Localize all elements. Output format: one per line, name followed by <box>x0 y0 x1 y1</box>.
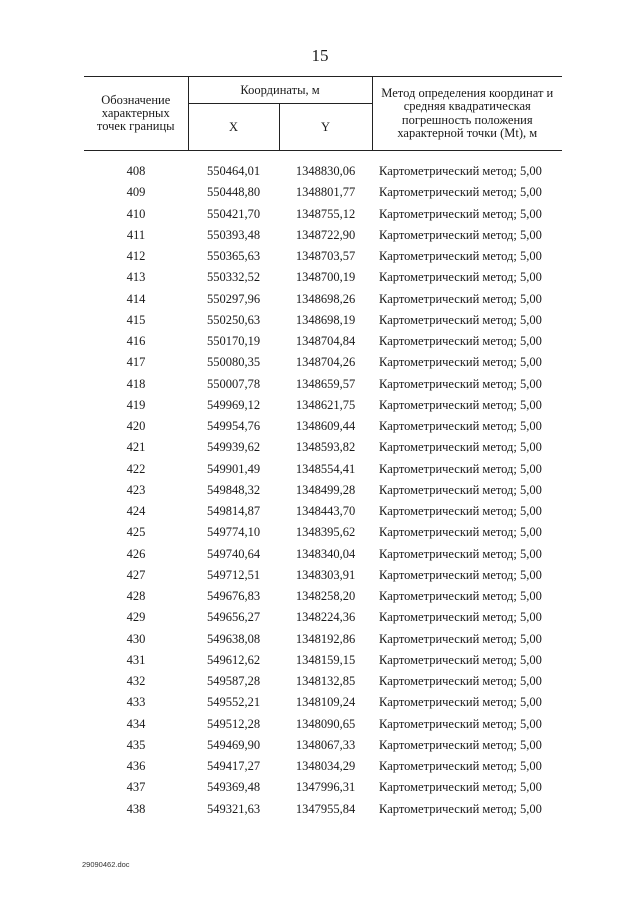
cell-point: 416 <box>126 334 146 349</box>
cell-point: 415 <box>126 312 146 327</box>
cell-point: 437 <box>126 780 146 795</box>
cell-y: 1348704,26 <box>295 355 356 370</box>
table-row <box>84 331 562 352</box>
cell-method: Картометрический метод; 5,00 <box>379 419 542 434</box>
table-row <box>84 374 562 395</box>
cell-method: Картометрический метод; 5,00 <box>379 589 542 604</box>
cell-point: 432 <box>126 674 146 689</box>
table-row <box>84 267 562 288</box>
cell-y: 1348722,90 <box>295 227 356 242</box>
cell-method: Картометрический метод; 5,00 <box>379 334 542 349</box>
cell-method: Картометрический метод; 5,00 <box>379 249 542 264</box>
cell-point: 428 <box>126 589 146 604</box>
table-row <box>84 289 562 310</box>
cell-method: Картометрический метод; 5,00 <box>379 164 542 179</box>
table-row <box>84 310 562 331</box>
cell-y: 1348659,57 <box>295 376 356 391</box>
cell-y: 1348224,36 <box>295 610 356 625</box>
cell-x: 550448,80 <box>206 185 261 200</box>
cell-x: 550332,52 <box>206 270 261 285</box>
table-row <box>84 799 562 820</box>
cell-x: 549417,27 <box>206 759 261 774</box>
cell-x: 549612,62 <box>206 652 261 667</box>
table-row <box>84 437 562 458</box>
cell-x: 550080,35 <box>206 355 261 370</box>
table-row <box>84 416 562 437</box>
cell-method: Картометрический метод; 5,00 <box>379 185 542 200</box>
cell-x: 549587,28 <box>206 674 261 689</box>
cell-method: Картометрический метод; 5,00 <box>379 525 542 540</box>
table-row <box>84 629 562 650</box>
cell-method: Картометрический метод; 5,00 <box>379 674 542 689</box>
header-y: Y <box>279 104 372 151</box>
cell-point: 436 <box>126 759 146 774</box>
cell-method: Картометрический метод; 5,00 <box>379 546 542 561</box>
cell-method: Картометрический метод; 5,00 <box>379 206 542 221</box>
table-row <box>84 151 562 183</box>
cell-y: 1348192,86 <box>295 631 356 646</box>
cell-point: 410 <box>126 206 146 221</box>
cell-y: 1348609,44 <box>295 419 356 434</box>
table-row <box>84 225 562 246</box>
cell-y: 1348132,85 <box>295 674 356 689</box>
cell-x: 549712,51 <box>206 567 261 582</box>
table-body <box>84 151 562 820</box>
cell-x: 549954,76 <box>206 419 261 434</box>
cell-y: 1348554,41 <box>295 461 356 476</box>
cell-x: 550365,63 <box>206 249 261 264</box>
cell-point: 408 <box>126 164 146 179</box>
page-number: 15 <box>311 46 329 65</box>
table-row <box>84 204 562 225</box>
cell-y: 1347955,84 <box>295 801 356 816</box>
table-row <box>84 714 562 735</box>
cell-y: 1348703,57 <box>295 249 356 264</box>
table-row <box>84 459 562 480</box>
header-coordinates-group: Координаты, м <box>188 77 372 104</box>
cell-point: 413 <box>126 270 146 285</box>
cell-x: 550464,01 <box>206 164 261 179</box>
table-row <box>84 692 562 713</box>
cell-y: 1348395,62 <box>295 525 356 540</box>
header-x: X <box>188 104 279 151</box>
cell-method: Картометрический метод; 5,00 <box>379 504 542 519</box>
cell-method: Картометрический метод; 5,00 <box>379 440 542 455</box>
cell-method: Картометрический метод; 5,00 <box>379 695 542 710</box>
cell-point: 425 <box>126 525 146 540</box>
cell-point: 426 <box>126 546 146 561</box>
cell-x: 549848,32 <box>206 482 261 497</box>
cell-method: Картометрический метод; 5,00 <box>379 291 542 306</box>
header-point-designation: Обозначение характерных точек границы <box>96 93 175 133</box>
cell-x: 550007,78 <box>206 376 261 391</box>
cell-x: 549321,63 <box>206 801 261 816</box>
table-row <box>84 501 562 522</box>
table-row <box>84 671 562 692</box>
cell-y: 1348698,19 <box>295 312 356 327</box>
cell-y: 1348340,04 <box>295 546 356 561</box>
cell-method: Картометрический метод; 5,00 <box>379 376 542 391</box>
cell-y: 1348303,91 <box>295 567 356 582</box>
cell-y: 1348090,65 <box>295 716 356 731</box>
cell-point: 433 <box>126 695 146 710</box>
cell-method: Картометрический метод; 5,00 <box>379 780 542 795</box>
cell-point: 423 <box>126 482 146 497</box>
cell-method: Картометрический метод; 5,00 <box>379 355 542 370</box>
cell-x: 549676,83 <box>206 589 261 604</box>
cell-method: Картометрический метод; 5,00 <box>379 227 542 242</box>
cell-method: Картометрический метод; 5,00 <box>379 652 542 667</box>
cell-x: 549638,08 <box>206 631 261 646</box>
cell-y: 1348700,19 <box>295 270 356 285</box>
cell-method: Картометрический метод; 5,00 <box>379 397 542 412</box>
cell-x: 549369,48 <box>206 780 261 795</box>
cell-y: 1348109,24 <box>295 695 356 710</box>
cell-x: 550421,70 <box>206 206 261 221</box>
cell-y: 1348258,20 <box>295 589 356 604</box>
cell-y: 1347996,31 <box>295 780 356 795</box>
cell-x: 549774,10 <box>206 525 261 540</box>
table-row <box>84 522 562 543</box>
cell-y: 1348034,29 <box>295 759 356 774</box>
cell-y: 1348801,77 <box>295 185 356 200</box>
table-row <box>84 607 562 628</box>
cell-point: 438 <box>126 801 146 816</box>
cell-y: 1348621,75 <box>295 397 356 412</box>
cell-point: 417 <box>126 355 146 370</box>
cell-y: 1348830,06 <box>295 164 356 179</box>
cell-x: 549814,87 <box>206 504 261 519</box>
cell-point: 427 <box>126 567 146 582</box>
cell-point: 420 <box>126 419 146 434</box>
cell-method: Картометрический метод; 5,00 <box>379 610 542 625</box>
cell-y: 1348698,26 <box>295 291 356 306</box>
table-row <box>84 777 562 798</box>
cell-method: Картометрический метод; 5,00 <box>379 759 542 774</box>
table-row <box>84 756 562 777</box>
cell-x: 549512,28 <box>206 716 261 731</box>
cell-method: Картометрический метод; 5,00 <box>379 567 542 582</box>
cell-x: 549552,21 <box>206 695 261 710</box>
cell-point: 419 <box>126 397 146 412</box>
cell-point: 414 <box>126 291 146 306</box>
cell-point: 435 <box>126 737 146 752</box>
cell-x: 549969,12 <box>206 397 261 412</box>
cell-x: 549740,64 <box>206 546 261 561</box>
cell-method: Картометрический метод; 5,00 <box>379 716 542 731</box>
cell-x: 549469,90 <box>206 737 261 752</box>
table-row <box>84 544 562 565</box>
cell-y: 1348499,28 <box>295 482 356 497</box>
table-row <box>84 586 562 607</box>
cell-point: 421 <box>126 440 146 455</box>
cell-y: 1348704,84 <box>295 334 356 349</box>
cell-x: 549656,27 <box>206 610 261 625</box>
cell-y: 1348755,12 <box>295 206 356 221</box>
cell-point: 430 <box>126 631 146 646</box>
cell-x: 550170,19 <box>206 334 261 349</box>
table-row <box>84 352 562 373</box>
cell-method: Картометрический метод; 5,00 <box>379 270 542 285</box>
table-row <box>84 650 562 671</box>
cell-point: 412 <box>126 249 146 264</box>
footer-file-name: 29090462.doc <box>82 860 130 869</box>
table-row <box>84 246 562 267</box>
cell-x: 549939,62 <box>206 440 261 455</box>
cell-method: Картометрический метод; 5,00 <box>379 461 542 476</box>
table-row <box>84 182 562 203</box>
cell-x: 550297,96 <box>206 291 261 306</box>
cell-point: 409 <box>126 185 146 200</box>
cell-y: 1348159,15 <box>295 652 356 667</box>
cell-y: 1348593,82 <box>295 440 356 455</box>
table-row <box>84 480 562 501</box>
cell-method: Картометрический метод; 5,00 <box>379 801 542 816</box>
header-method: Метод определения координат и средняя квадратическая погрешность положения характерной точки (Mt), м <box>372 77 562 151</box>
table-header <box>84 77 562 151</box>
cell-y: 1348067,33 <box>295 737 356 752</box>
cell-point: 424 <box>126 504 146 519</box>
cell-point: 429 <box>126 610 146 625</box>
cell-x: 550393,48 <box>206 227 261 242</box>
cell-point: 422 <box>126 461 146 476</box>
cell-method: Картометрический метод; 5,00 <box>379 631 542 646</box>
table-row <box>84 735 562 756</box>
cell-point: 434 <box>126 716 146 731</box>
cell-point: 431 <box>126 652 146 667</box>
coordinates-table <box>84 76 562 820</box>
cell-x: 549901,49 <box>206 461 261 476</box>
cell-method: Картометрический метод; 5,00 <box>379 737 542 752</box>
table-row <box>84 565 562 586</box>
cell-point: 411 <box>126 227 146 242</box>
cell-x: 550250,63 <box>206 312 261 327</box>
cell-point: 418 <box>126 376 146 391</box>
cell-method: Картометрический метод; 5,00 <box>379 312 542 327</box>
table-row <box>84 395 562 416</box>
cell-y: 1348443,70 <box>295 504 356 519</box>
cell-method: Картометрический метод; 5,00 <box>379 482 542 497</box>
